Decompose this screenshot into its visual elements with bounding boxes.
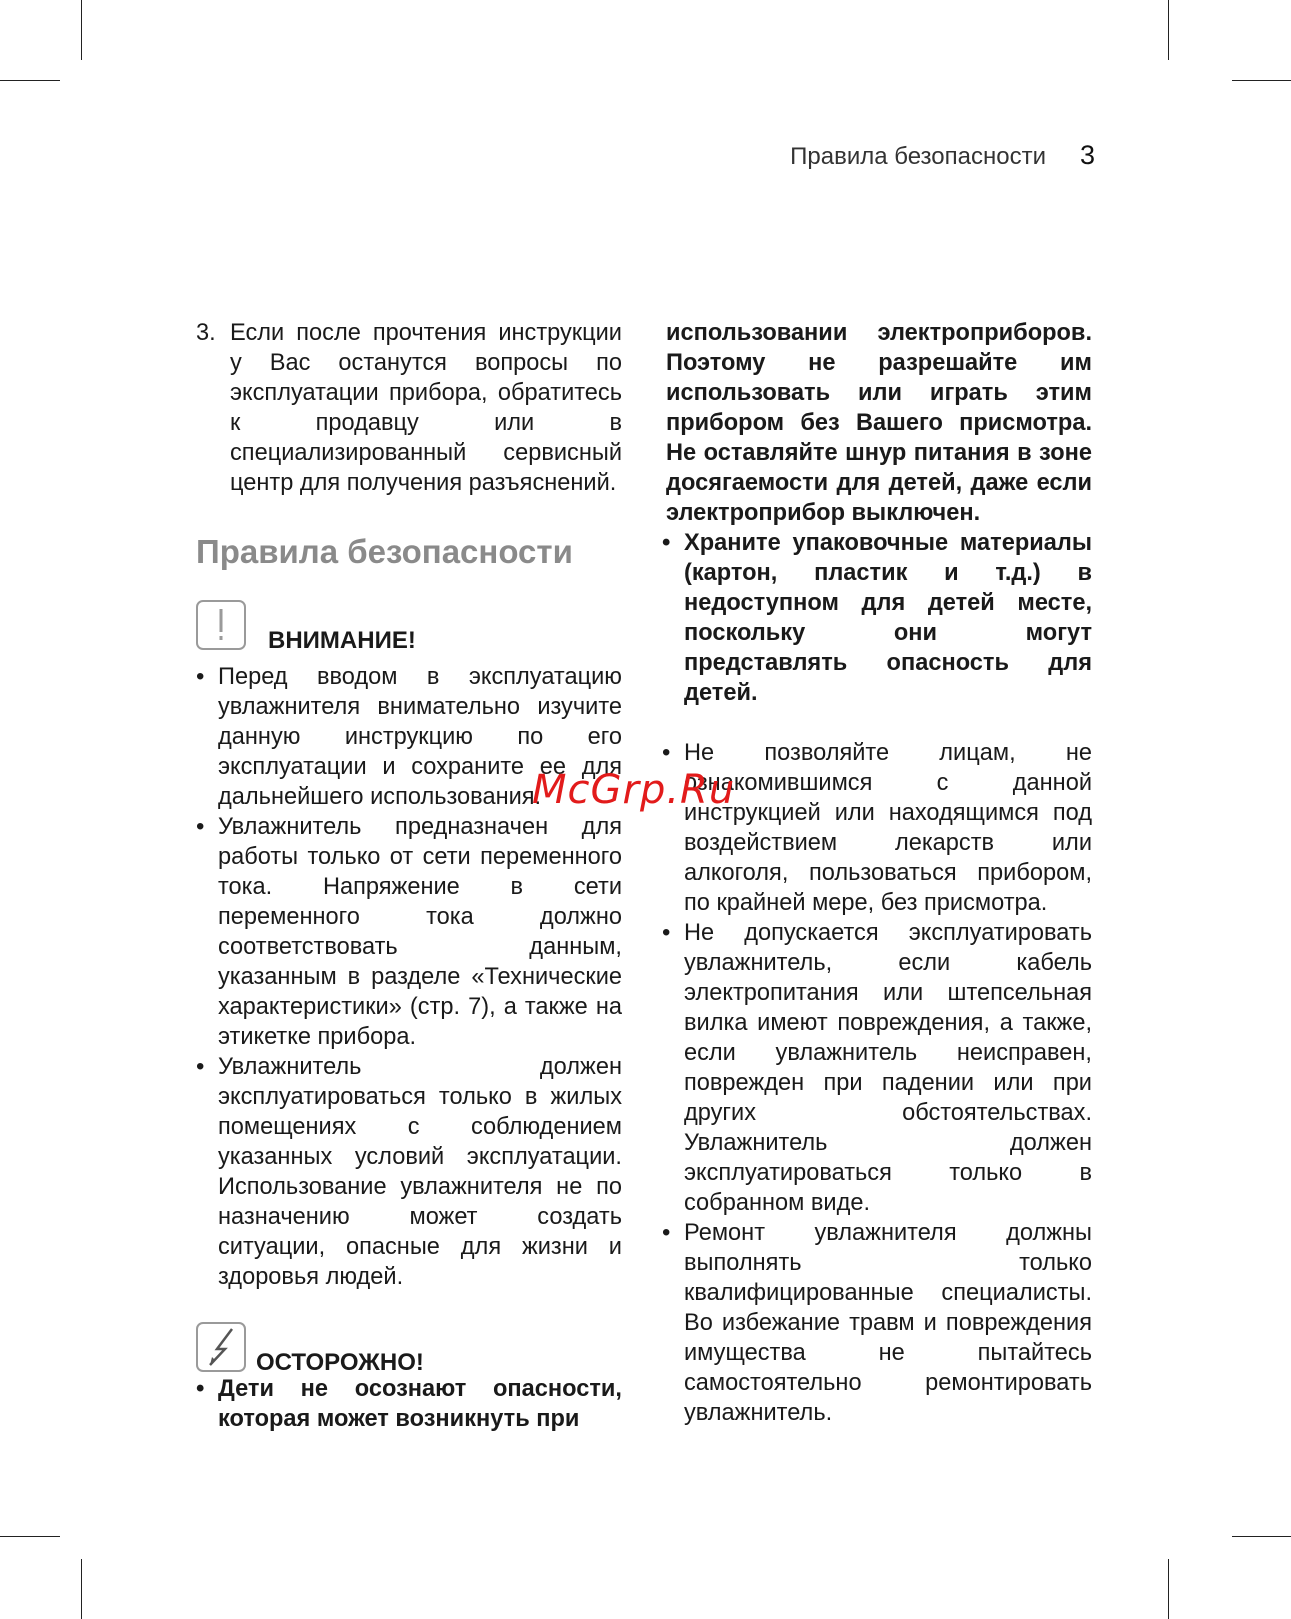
safety-list [662,738,1092,1428]
list-item: • Храните упаковочные материалы (картон, пластик и т.д.) в недоступном для детей месте, поскольку они могут представлять опасность для детей. [662,528,1092,708]
crop-mark [1232,80,1291,81]
page-number: 3 [1079,140,1095,170]
caution-list-start [196,1374,622,1434]
crop-mark [1168,0,1169,60]
list-item: • Перед вводом в эксплуатацию увлажнителя внимательно изучите данную инструкцию по его эксплуатации и сохраните ее для дальнейшего использования. [196,662,622,812]
exclamation-icon [196,600,246,650]
item-number: 3. [196,320,216,346]
caution-list-continued [662,528,1092,708]
crop-mark [1168,1559,1169,1619]
lightning-icon [196,1322,246,1372]
crop-mark [81,1559,82,1619]
list-item: • Дети не осознают опасности, которая может возникнуть при [196,1374,622,1434]
running-header [790,140,1095,171]
attention-label: ВНИМАНИЕ! [268,627,416,654]
crop-mark [0,80,60,81]
list-item: • Не допускается эксплуатировать увлажнитель, если кабель электропитания или штепсельная вилка имеют повреждения, а также, если увлажнитель неисправен, поврежден при падении или при других обстоятельствах. Увлажнитель должен эксплуатироваться только в собранном виде. [662,918,1092,1218]
list-item: • Не позволяйте лицам, не ознакомившимся с данной инструкцией или находящимся под воздействием лекарств или алкоголя, пользоваться прибором, по крайней мере, без присмотра. [662,738,1092,918]
caution-label: ОСТОРОЖНО! [256,1349,424,1376]
crop-mark [81,0,82,60]
crop-mark [1232,1536,1291,1537]
attention-notice [196,600,622,654]
left-column [196,318,622,1434]
caution-notice [196,1322,622,1376]
list-item: • Ремонт увлажнителя должны выполнять только квалифицированные специалисты. Во избежание травм и повреждения имущества не пытайтесь самостоятельно ремонтировать увлажнитель. [662,1218,1092,1428]
watermark: McGrp.Ru [532,767,736,813]
list-item: • Увлажнитель предназначен для работы только от сети переменного тока. Напряжение в сети переменного тока должно соответствовать данным, указанным в разделе «Технические характеристики» (стр. 7), а также на этикетке прибора. [196,812,622,1052]
attention-list [196,662,622,1292]
header-section-title: Правила безопасности [790,143,1046,170]
intro-numbered-item [196,318,622,498]
right-column [662,318,1092,1428]
item-text: Если после прочтения инструкции у Вас останутся вопросы по эксплуатации прибора, обратитесь к продавцу или в специализированный сервисный центр для получения разъяснений. [230,320,622,496]
crop-mark [0,1536,60,1537]
section-heading: Правила безопасности [196,533,573,570]
list-item: • Увлажнитель должен эксплуатироваться только в жилых помещениях с соблюдением указанных условий эксплуатации. Использование увлажнителя не по назначению может создать ситуации, опасные для жизни и здоровья людей. [196,1052,622,1292]
caution-item-continued: использовании электроприборов. Поэтому не разрешайте им использовать или играть этим прибором без Вашего присмотра. Не оставляйте шнур питания в зоне досягаемости для детей, даже если электроприбор выключен. [666,320,1092,526]
